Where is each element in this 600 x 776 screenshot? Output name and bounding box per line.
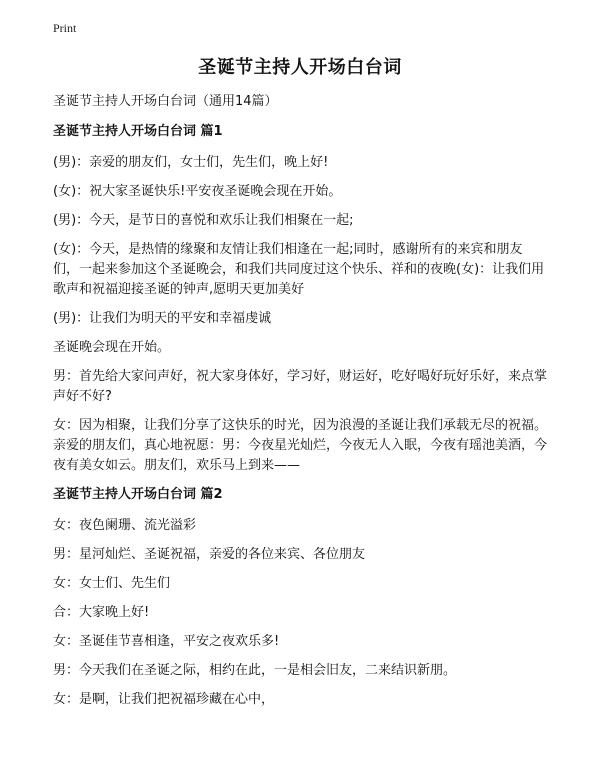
document-subtitle: 圣诞节主持人开场白台词（通用14篇）	[53, 94, 278, 109]
paragraph: (女)：今天，是热情的缘聚和友情让我们相逢在一起;同时，感谢所有的来宾和朋友们，一起来参加这个圣诞晚会，和我们共同度过这个快乐、祥和的夜晚(女)：让我们用歌声和祝福迎接圣诞的钟声,愿明天更加美好	[53, 242, 545, 297]
paragraph: 女：圣诞佳节喜相逢，平安之夜欢乐多!	[53, 634, 280, 649]
paragraph: 女：因为相聚，让我们分享了这快乐的时光，因为浪漫的圣诞让我们承载无尽的祝福。亲爱的朋友们，真心地祝愿：男：今夜星光灿烂，今夜无人入眠，今夜有瑶池美酒，今夜有美女如云。朋友们，欢乐马上到来——	[53, 418, 548, 473]
paragraph: 男：首先给大家问声好，祝大家身体好，学习好，财运好，吃好喝好玩好乐好，来点掌声好不好?	[53, 369, 548, 404]
paragraph: (男)：让我们为明天的平安和幸福虔诚	[53, 311, 272, 326]
paragraph: (女)：祝大家圣诞快乐!平安夜圣诞晚会现在开始。	[53, 184, 342, 199]
print-link[interactable]: Print	[53, 21, 77, 35]
document-title: 圣诞节主持人开场白台词	[198, 57, 402, 78]
paragraph: (男)：今天，是节日的喜悦和欢乐让我们相聚在一起;	[53, 213, 354, 228]
paragraph: (男)：亲爱的朋友们，女士们，先生们，晚上好!	[53, 155, 329, 170]
paragraph: 女：女士们、先生们	[53, 576, 171, 591]
section-heading-1: 圣诞节主持人开场白台词 篇1	[53, 124, 223, 139]
section-heading-2: 圣诞节主持人开场白台词 篇2	[53, 487, 223, 502]
paragraph: 合：大家晚上好!	[53, 605, 150, 620]
document-body	[53, 92, 548, 719]
paragraph: 男：星河灿烂、圣诞祝福，亲爱的各位来宾、各位朋友	[53, 547, 366, 562]
paragraph: 女：是啊，让我们把祝福珍藏在心中，	[53, 692, 275, 707]
paragraph: 女：夜色阑珊、流光溢彩	[53, 518, 197, 533]
paragraph: 圣诞晚会现在开始。	[53, 340, 171, 355]
paragraph: 男：今天我们在圣诞之际，相约在此，一是相会旧友，二来结识新朋。	[53, 663, 457, 678]
